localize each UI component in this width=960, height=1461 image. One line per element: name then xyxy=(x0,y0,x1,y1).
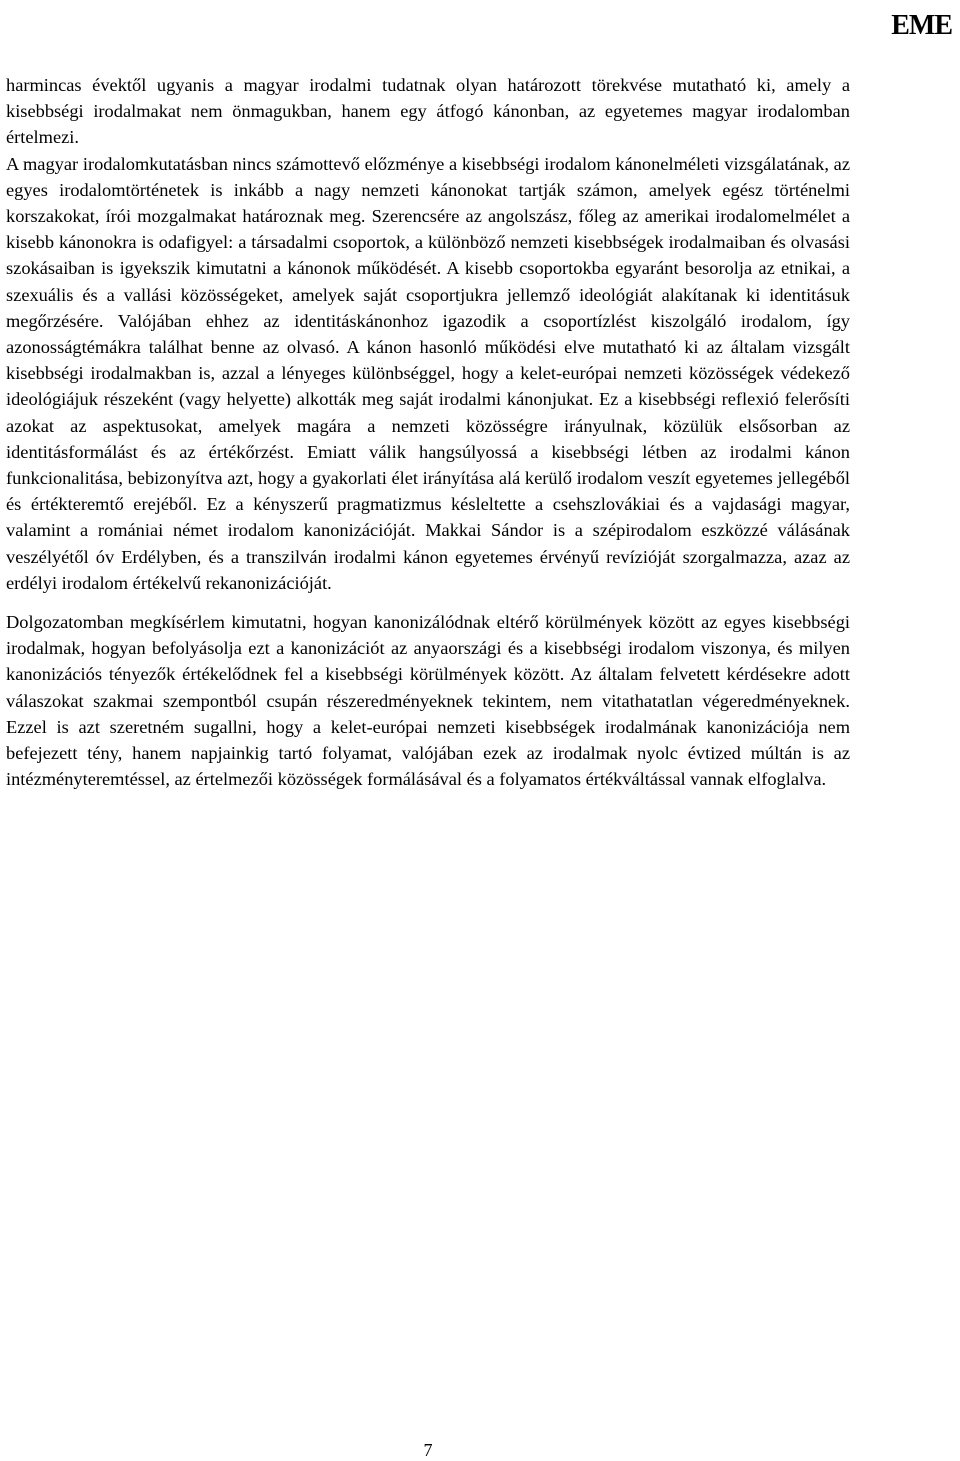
paragraph-2: A magyar irodalomkutatásban nincs számottevő előzménye a kisebbségi irodalom kánonelméleti vizsgálatának, az egyes irodalomtörténetek is inkább a nagy nemzeti kánonokat tartják számon, amelyek egész történelmi korszakokat, írói mozgalmakat határoznak meg. Szerencsére az angolszász, főleg az amerikai irodalomelmélet a kisebb kánonokra is odafigyel: a társadalmi csoportok, a különböző nemzeti kisebbségek irodalmaiban és olvasási szokásaiban is igyekszik kimutatni a kánonok működését. A kisebb csoportokba egyaránt besorolja az etnikai, a szexuális és a vallási közösségeket, amelyek saját csoportjukra jellemző ideológiát alakítanak ki identitásuk megőrzésére. Valójában ehhez az identitáskánonhoz igazodik a csoportízlést kiszolgáló irodalom, így azonosságtémákra találhat benne az olvasó. A kánon hasonló működési elve mutatható ki az általam vizsgált kisebbségi irodalmakban is, azzal a lényeges különbséggel, hogy a kelet-európai nemzeti közösségek védekező ideológiájuk részeként (vagy helyette) alkották meg saját irodalmi kánonjukat. Ez a kisebbségi reflexió felerősíti azokat az aspektusokat, amelyek magára a nemzeti közösségre irányulnak, közülük elsősorban az identitásformálást és az értékőrzést. Emiatt válik hangsúlyossá a kisebbségi létben az irodalmi kánon funkcionalitása, bebizonyítva azt, hogy a gyakorlati élet irányítása alá kerülő irodalom veszít egyetemes jellegéből és értékteremtő erejéből. Ez a kényszerű pragmatizmus késleltette a csehszlovákiai és a vajdasági magyar, valamint a romániai német irodalom kanonizációját. Makkai Sándor is a szépirodalom eszközzé válásának veszélyétől óv Erdélyben, és a transzilván irodalmi kánon egyetemes érvényű revízióját szorgalmazza, azaz az erdélyi irodalom értékelvű rekanonizációját. xyxy=(6,153,850,593)
publisher-logo: EME xyxy=(891,10,952,41)
paragraph-3: Dolgozatomban megkísérlem kimutatni, hogyan kanonizálódnak eltérő körülmények között az egyes kisebbségi irodalmak, hogyan befolyásolja ezt a kanonizációt az anyaországi és a kisebbségi irodalom viszonya, és milyen kanonizációs tényezők értékelődnek fel a kisebbségi körülmények között. Az általam felvetett kérdésekre adott válaszokat szakmai szempontból csupán részeredményeknek tekintem, nem vitathatatlan végeredményeknek. Ezzel is azt szeretném sugallni, hogy a kelet-európai nemzeti kisebbségek irodalmának kanonizációja nem befejezett tény, hanem napjainkig tartó folyamat, valójában ezek az irodalmak nyolc évtized múltán is az intézményteremtéssel, az értelmezői közösségek formálásával és a folyamatos értékváltással vannak elfoglalva. xyxy=(6,612,850,790)
paragraph-1: harmincas évektől ugyanis a magyar irodalmi tudatnak olyan határozott törekvése mutatható ki, amely a kisebbségi irodalmakat nem önmagukban, hanem egy átfogó kánonban, az egyetemes magyar irodalomban értelmezi. xyxy=(6,75,850,148)
page-number: 7 xyxy=(423,1440,433,1460)
body-text xyxy=(6,72,850,792)
